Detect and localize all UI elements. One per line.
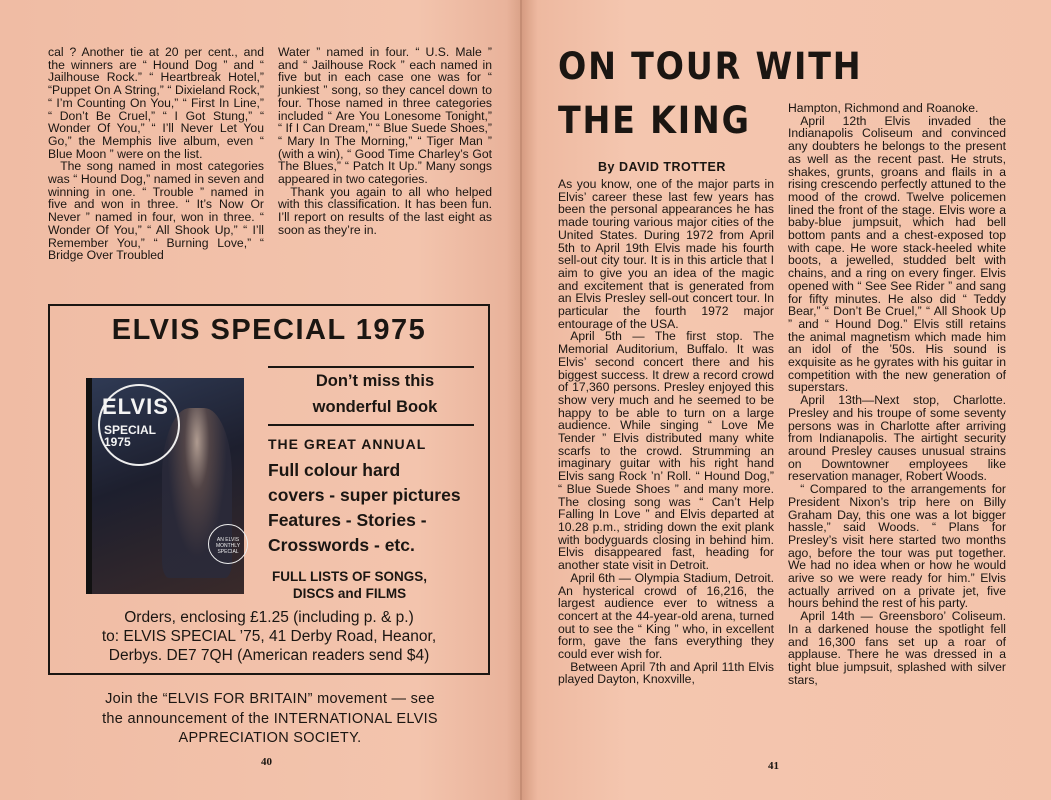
lists-text xyxy=(272,568,427,602)
feature-line: Features - Stories - xyxy=(268,510,427,530)
paragraph: Thank you again to all who helped with this classification. It has been fun. I’ll report on results of the last eight as soon as they’re in. xyxy=(278,184,492,237)
great-annual-label: THE GREAT ANNUAL xyxy=(268,436,427,452)
paragraph: April 6th — Olympia Stadium, Detroit. An hysterical crowd of 16,216, the largest audience ever to witness a concert at the 44-year-old arena, turned out to see the “ King ” who, in excellent form, gave the fans everything they could ever wish for. xyxy=(558,570,774,662)
features-list xyxy=(268,458,461,558)
paragraph: As you know, one of the major parts in Elvis’ career these last few years has been the personal appearances he has made touring various major cities of the United States. During 1972 from April 5th to April 19th Elvis made his fourth sell-out city tour. It is in this article that I aim to give you an idea of the magic and excitement that is generated from an Elvis Presley sell-out concert tour. In particular the fourth 1972 major entourage of the USA. xyxy=(558,177,774,331)
order-instructions xyxy=(50,608,488,665)
page-number: 40 xyxy=(261,756,272,768)
left-page xyxy=(0,0,522,800)
join-line: Join the “ELVIS FOR BRITAIN” movement — see xyxy=(105,691,435,707)
left-column-2 xyxy=(278,46,492,237)
headline-line: ON TOUR WITH xyxy=(558,45,863,88)
lists-line: FULL LISTS OF SONGS, xyxy=(272,569,428,584)
divider xyxy=(268,424,474,426)
book-subtitle-line: SPECIAL xyxy=(104,423,157,437)
book-subtitle-line: 1975 xyxy=(104,435,131,449)
ad-title: ELVIS SPECIAL 1975 xyxy=(111,314,427,346)
page-number: 41 xyxy=(768,760,779,772)
order-line: to: ELVIS SPECIAL ’75, 41 Derby Road, Heanor, xyxy=(101,628,437,645)
book-cover-image xyxy=(86,378,244,594)
book-subtitle xyxy=(104,424,156,448)
paragraph: cal ? Another tie at 20 per cent., and the winners are “ Hound Dog ” and “ Jailhouse Rock.” “ Heartbreak Hotel,” “Puppet On A String,” “ Dixieland Rock,” “ I’m Counting On You,” “ First In Line,” “ Don’t Be Cruel,” “ I Got Stung,” “ Wonder Of You,” “ I’ll Never Let You Go,” the Memphis live album, even “ Blue Moon ” were on the list. xyxy=(48,45,264,161)
right-page xyxy=(522,0,1051,800)
headline-line: THE KING xyxy=(558,99,751,142)
paragraph: April 14th — Greensboro’ Coliseum. In a darkened house the spotlight fell and 16,300 fans set up a roar of applause. There he was dressed in a tight blue jumpsuit, splashed with silver stars, xyxy=(788,609,1006,687)
book-title: ELVIS xyxy=(102,394,169,419)
advertisement-box xyxy=(48,304,490,675)
paragraph: The song named in most categories was “ Hound Dog,” named in seven and winning in one. “ Trouble ” named in five and won in three. “ It’s Now Or Never ” named in four, won in three. “ Wonder Of You,” “ All Shook Up,” “ I’ll Remember You,” “ Burning Love,” “ Bridge Over Troubled xyxy=(48,159,264,263)
join-line: the announcement of the INTERNATIONAL ELVIS xyxy=(102,710,438,727)
lists-line: DISCS and FILMS xyxy=(292,586,407,601)
dont-miss-line-1: Don’t miss this xyxy=(315,372,435,390)
right-column-2 xyxy=(788,102,1006,686)
feature-line: covers - super pictures xyxy=(268,485,461,505)
left-column-1 xyxy=(48,46,264,262)
right-column-1 xyxy=(558,178,774,686)
order-line: Derbys. DE7 7QH (American readers send $4) xyxy=(108,647,430,664)
paragraph: Hampton, Richmond and Roanoke. xyxy=(788,101,979,115)
order-line: Orders, enclosing £1.25 (including p. & p.) xyxy=(124,609,414,626)
paragraph: April 13th—Next stop, Charlotte. Presley and his troupe of some seventy persons was in Charlotte after arriving from Indianapolis. The airtight security around Presley causes unusual strains on Downtowner employees like reservation manager, Robert Woods. xyxy=(788,393,1006,484)
paragraph: “ Compared to the arrangements for President Nixon’s trip here on Billy Graham Day, this one was a lot bigger hassle,” said Woods. “ Plans for Presley’s visit here started two months ago, before the tour was put together. We had no idea when or how he would arive so we were ready for him.” Elvis actually arrived on a private jet, five hours behind the rest of his party. xyxy=(788,482,1006,611)
feature-line: Crosswords - etc. xyxy=(268,535,415,555)
byline: By DAVID TROTTER xyxy=(598,160,726,174)
paragraph: April 12th Elvis invaded the Indianapolis Coliseum and convinced any doubters he belongs to the present as well as the recent past. He struts, shakes, grunts, groans and flails in a rising crescendo perfectly attuned to the mood of the crowd. Twelve policemen lined the front of the stage. Elvis wore a baby-blue jumpsuit, which had bell bottom pants and a chest-exposed top with cape. He wore stack-heeled white boots, a jewelled, studded belt with chains, and a ring on every finger. Elvis opened with “ See See Rider ” and sang for fifty minutes. He also did “ Teddy Bear,” “ Don’t Be Cruel,” “ All Shook Up ” and “ Hound Dog.” Elvis still retains the animal magnetism which made him an idol of the ’50s. His sound is exquisite as he gyrates with his guitar in competition with the new generation of superstars. xyxy=(788,113,1006,395)
join-announcement xyxy=(48,690,492,749)
dont-miss-line-2: wonderful Book xyxy=(312,398,438,416)
join-line: APPRECIATION SOCIETY. xyxy=(178,730,362,746)
paragraph: April 5th — The first stop. The Memorial Auditorium, Buffalo. It was Elvis’ second concert there and his biggest success. It drew a record crowd of 17,360 persons. Presley enjoyed this show very much and he seemed to be happy to be able to turn on a large audience. While singing “ Love Me Tender ” Elvis distributed many white scarfs to the crowd. Strumming an imaginary guitar with his right hand Elvis sang Rock ’n’ Roll. “ Hound Dog,” “ Blue Suede Shoes ” and many more. The closing song was “ Can’t Help Falling In Love ” and Elvis departed at 10.28 p.m., striding down the exit plank with bodyguards closing in behind him. Elvis disappeared fast, heading for another state visit in Detroit. xyxy=(558,329,774,573)
paragraph: Water ” named in four. “ U.S. Male ” and “ Jailhouse Rock ” each named in five but in each case one was for “ junkiest ” song, so they cancel down to four. Those named in three categories included “ Are You Lonesome Tonight,” “ If I Can Dream,” “ Blue Suede Shoes,” “ Mary In The Morning,” “ Tiger Man ” (with a win), “ Good Time Charley’s Got The Blues,” “ Patch It Up.” Many songs appeared in two categories. xyxy=(278,45,492,187)
paragraph: Between April 7th and April 11th Elvis played Dayton, Knoxville, xyxy=(558,659,774,687)
monthly-special-badge: AN ELVIS MONTHLY SPECIAL xyxy=(208,524,248,564)
feature-line: Full colour hard xyxy=(268,460,401,480)
